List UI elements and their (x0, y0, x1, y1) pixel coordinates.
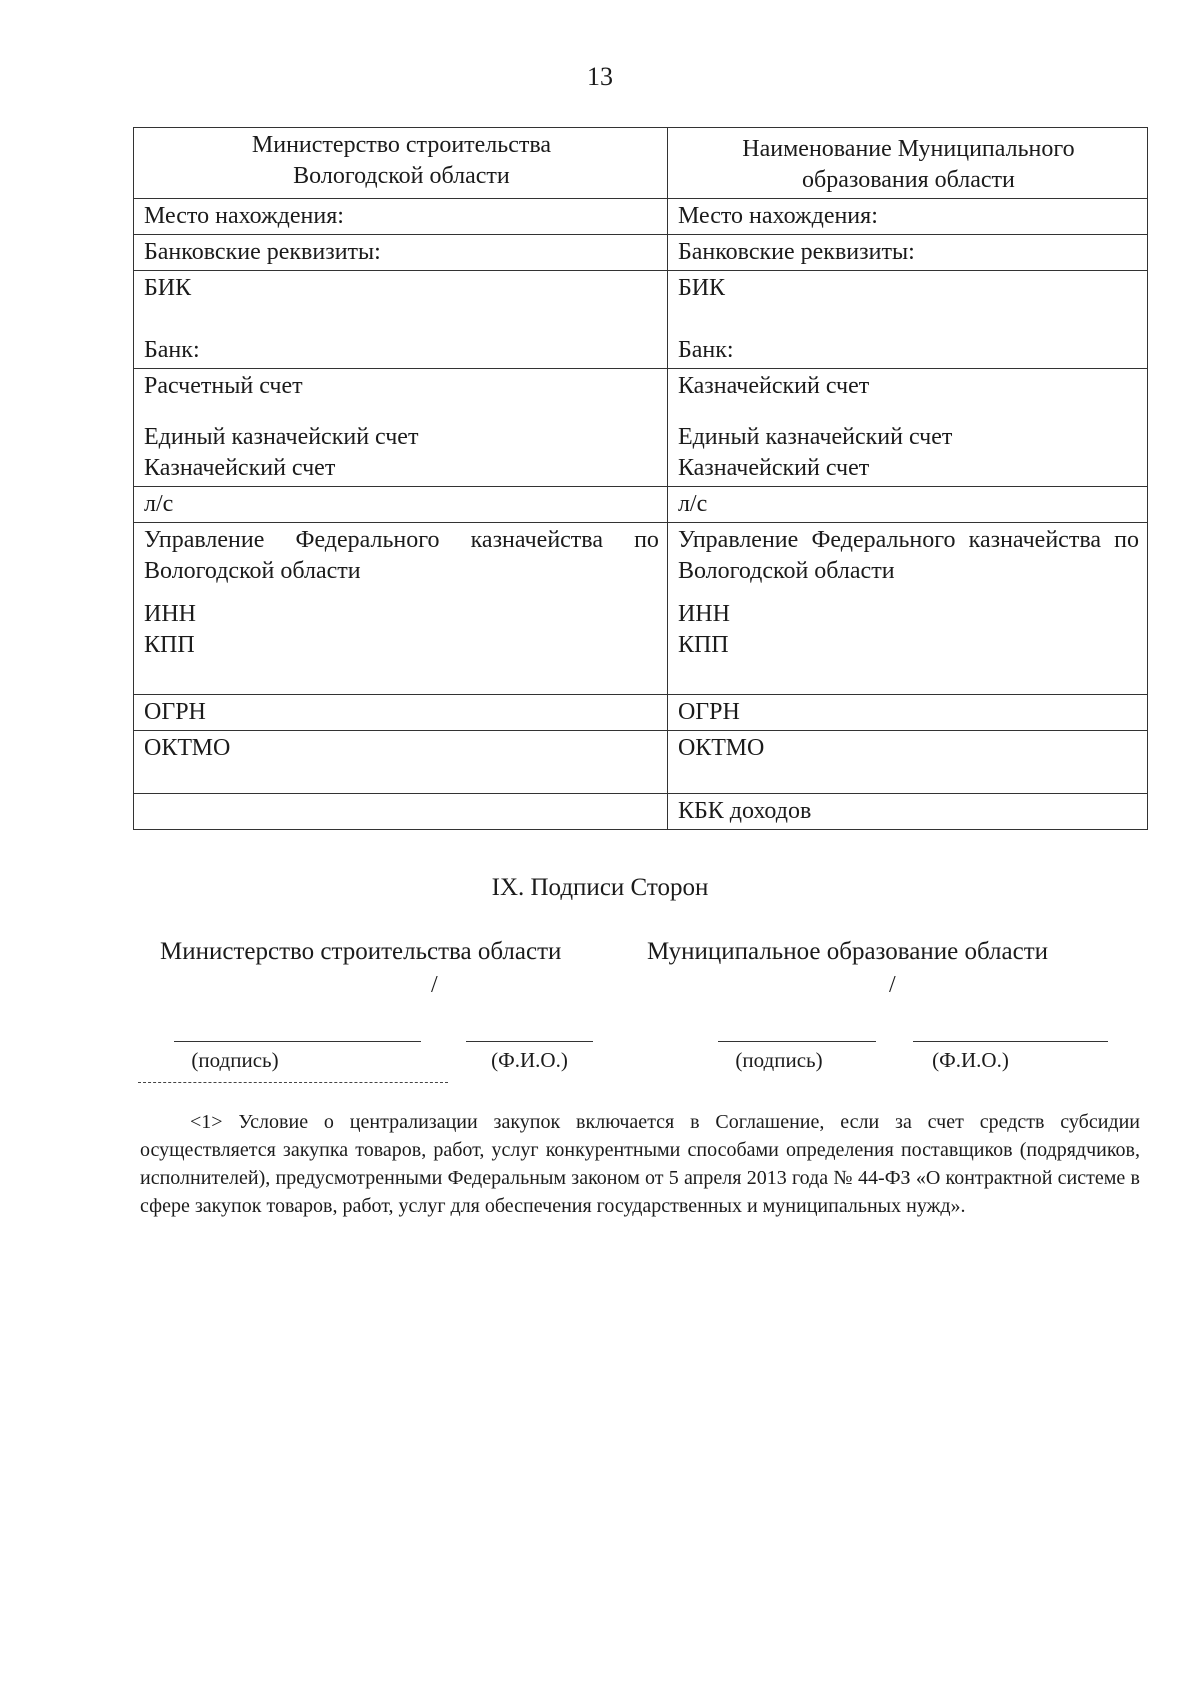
left-signature-line (174, 1041, 421, 1042)
right-accounts-cell (668, 369, 1147, 486)
right-slash: / (889, 972, 896, 998)
right-bik-bank-cell (668, 271, 1147, 368)
right-account-3: Казначейский счет (677, 455, 870, 481)
right-bik: БИК (677, 275, 726, 301)
page-number: 13 (587, 62, 613, 91)
table-row-ogrn (134, 694, 1147, 730)
left-location: Место нахождения: (134, 199, 668, 234)
table-row-treasury (134, 522, 1147, 694)
right-account-2: Единый казначейский счет (677, 424, 953, 450)
right-signature-caption: (подпись) (735, 1048, 823, 1072)
left-account-1: Расчетный счет (144, 373, 303, 399)
left-treasury-cell (134, 523, 668, 694)
right-bank: Банк: (677, 337, 734, 363)
right-oktmo: ОКТМО (677, 735, 765, 761)
requisites-table (133, 127, 1148, 830)
left-personal-account: л/с (134, 487, 668, 522)
right-inn: ИНН (677, 601, 730, 627)
left-bik: БИК (144, 275, 192, 301)
table-row-personal-account (134, 486, 1147, 522)
right-signature-line (718, 1041, 876, 1042)
left-oktmo: ОКТМО (144, 735, 231, 761)
left-header-cell (134, 128, 668, 198)
left-kbk-empty (134, 794, 668, 829)
table-row-location (134, 198, 1147, 234)
right-location: Место нахождения: (677, 203, 878, 229)
left-bank-details: Банковские реквизиты: (134, 235, 668, 270)
left-ogrn: ОГРН (134, 695, 668, 730)
left-header-line1: Министерство строительства (251, 132, 552, 158)
table-row-kbk (134, 793, 1147, 829)
left-bank: Банк: (144, 337, 200, 363)
right-ogrn: ОГРН (677, 699, 740, 725)
left-name-line (466, 1041, 593, 1042)
left-oktmo-cell (134, 731, 668, 793)
left-accounts-cell (134, 369, 668, 486)
left-account-3: Казначейский счет (144, 455, 336, 481)
right-party-name: Муниципальное образование области (647, 938, 1049, 965)
right-header-line2: образования области (802, 167, 1015, 193)
left-name-caption: (Ф.И.О.) (491, 1048, 568, 1072)
right-treasury-cell (668, 523, 1147, 694)
table-row-accounts (134, 368, 1147, 486)
left-signature-caption: (подпись) (191, 1048, 279, 1072)
left-treasury: Управление Федерального казначейства по Вологодской области (144, 527, 659, 584)
right-bank-details: Банковские реквизиты: (677, 239, 915, 265)
right-name-caption: (Ф.И.О.) (932, 1048, 1009, 1072)
left-account-2: Единый казначейский счет (144, 424, 419, 450)
footnote-separator (138, 1082, 448, 1083)
right-header-line1: Наименование Муниципального (742, 136, 1075, 162)
right-oktmo-cell (668, 731, 1147, 793)
left-kpp: КПП (144, 632, 195, 658)
section-title: IX. Подписи Сторон (491, 874, 709, 901)
left-slash: / (431, 972, 438, 998)
table-row-header (134, 128, 1147, 198)
left-party-name: Министерство строительства области (160, 938, 562, 965)
right-header-cell (668, 128, 1147, 198)
right-kpp: КПП (677, 632, 729, 658)
right-kbk: КБК доходов (677, 798, 812, 824)
left-bik-bank-cell (134, 271, 668, 368)
table-row-bank-details (134, 234, 1147, 270)
left-header-line2: Вологодской области (293, 163, 510, 189)
right-personal-account: л/с (677, 491, 708, 517)
right-treasury: Управление Федерального казначейства по Вологодской области (677, 527, 1139, 584)
right-account-1: Казначейский счет (677, 373, 870, 399)
table-row-bik-bank (134, 270, 1147, 368)
left-inn: ИНН (144, 601, 196, 627)
right-name-line (913, 1041, 1108, 1042)
table-row-oktmo (134, 730, 1147, 793)
footnote-text: <1> Условие о централизации закупок включается в Соглашение, если за счет средств субсидии осуществляется закупка товаров, работ, услуг конкурентными способами определения поставщиков (подрядчиков, исполнителей), предусмотренными Федеральным законом от 5 апреля 2013 года № 44-ФЗ «О контрактной системе в сфере закупок товаров, работ, услуг для обеспечения государственных и муниципальных нужд». (140, 1111, 1140, 1217)
